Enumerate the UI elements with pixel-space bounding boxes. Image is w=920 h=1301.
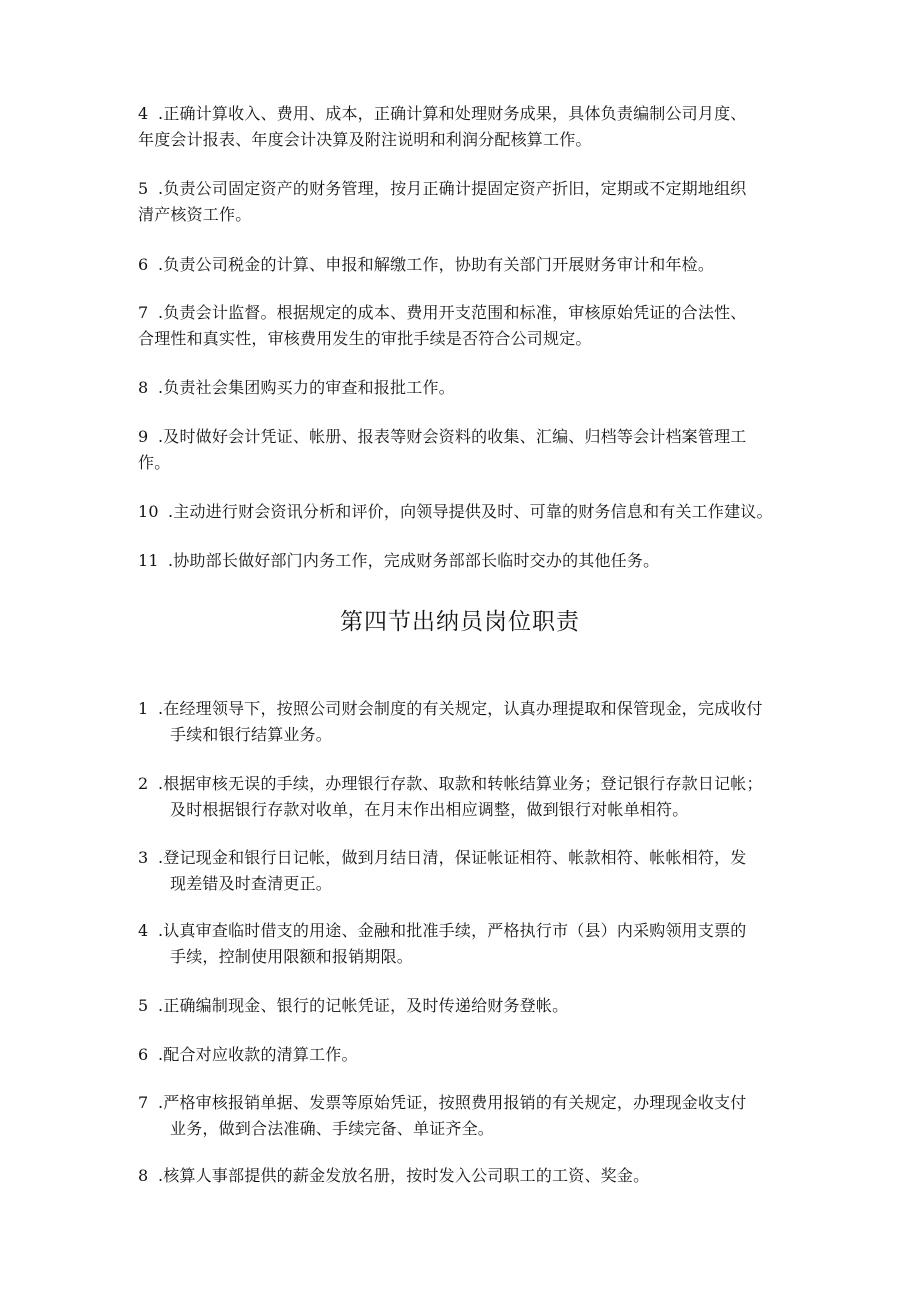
item-text-line2: 业务，做到合法准确、手续完备、单证齐全。 [170, 1119, 495, 1138]
item-number: 4 [138, 104, 149, 123]
item-text-line2: 年度会计报表、年度会计决算及附注说明和利润分配核算工作。 [138, 130, 592, 149]
item-number: 11 [138, 551, 159, 570]
item-text-line2: 作。 [138, 453, 171, 472]
item-text-line1: .认真审查临时借支的用途、金融和批准手续，严格执行市（县）内采购领用支票的 [158, 921, 747, 940]
item-number: 9 [138, 427, 149, 446]
list-item [138, 101, 798, 153]
item-text-line1: .协助部长做好部门内务工作，完成财务部部长临时交办的其他任务。 [168, 551, 660, 570]
list-item [138, 918, 798, 970]
list-item [138, 771, 798, 823]
item-text-line1: .负责公司税金的计算、申报和解缴工作，协助有关部门开展财务审计和年检。 [158, 255, 715, 274]
item-number: 2 [138, 774, 149, 793]
item-number: 5 [138, 179, 149, 198]
list-item [138, 424, 798, 476]
list-item [138, 300, 798, 352]
item-text-line1: .及时做好会计凭证、帐册、报表等财会资料的收集、汇编、归档等会计档案管理工 [158, 427, 747, 446]
item-text-line1: .主动进行财会资讯分析和评价，向领导提供及时、可靠的财务信息和有关工作建议。 [168, 502, 773, 521]
item-text-line1: .负责社会集团购买力的审查和报批工作。 [158, 378, 455, 397]
item-text-line2: 及时根据银行存款对收单，在月末作出相应调整，做到银行对帐单相符。 [170, 800, 689, 819]
list-item [138, 375, 798, 401]
item-number: 7 [138, 1093, 149, 1112]
item-number: 7 [138, 303, 149, 322]
list-item [138, 176, 798, 228]
list-item [138, 1163, 798, 1189]
list-item [138, 252, 798, 278]
item-number: 6 [138, 1045, 149, 1064]
item-number: 8 [138, 378, 149, 397]
item-text-line2: 手续和银行结算业务。 [170, 725, 333, 744]
item-text-line1: .配合对应收款的清算工作。 [158, 1045, 358, 1064]
list-item [138, 548, 798, 574]
item-number: 5 [138, 996, 149, 1015]
item-text-line1: .核算人事部提供的薪金发放名册，按时发入公司职工的工资、奖金。 [158, 1166, 650, 1185]
list-item [138, 1042, 798, 1068]
item-text-line1: .正确编制现金、银行的记帐凭证，及时传递给财务登帐。 [158, 996, 569, 1015]
item-text-line1: .负责公司固定资产的财务管理，按月正确计提固定资产折旧，定期或不定期地组织 [158, 179, 747, 198]
item-text-line2: 手续，控制使用限额和报销期限。 [170, 947, 414, 966]
item-text-line1: .登记现金和银行日记帐，做到月结日清，保证帐证相符、帐款相符、帐帐相符，发 [158, 848, 747, 867]
item-number: 8 [138, 1166, 149, 1185]
item-number: 1 [138, 699, 149, 718]
list-item [138, 993, 798, 1019]
item-text-line1: .在经理领导下，按照公司财会制度的有关规定，认真办理提取和保管现金，完成收付 [158, 699, 763, 718]
item-text-line2: 合理性和真实性，审核费用发生的审批手续是否符合公司规定。 [138, 329, 592, 348]
item-text-line2: 清产核资工作。 [138, 205, 252, 224]
item-number: 3 [138, 848, 149, 867]
item-text-line1: .严格审核报销单据、发票等原始凭证，按照费用报销的有关规定，办理现金收支付 [158, 1093, 747, 1112]
item-text-line1: .正确计算收入、费用、成本，正确计算和处理财务成果，具体负责编制公司月度、 [158, 104, 747, 123]
list-item [138, 845, 798, 897]
list-item [138, 1090, 798, 1142]
item-text-line2: 现差错及时查清更正。 [170, 874, 333, 893]
list-item [138, 696, 798, 748]
item-number: 6 [138, 255, 149, 274]
item-text-line1: .负责会计监督。根据规定的成本、费用开支范围和标准，审核原始凭证的合法性、 [158, 303, 747, 322]
item-number: 10 [138, 502, 159, 521]
item-text-line1: .根据审核无误的手续，办理银行存款、取款和转帐结算业务；登记银行存款日记帐； [158, 774, 763, 793]
list-item [138, 499, 798, 525]
section-heading: 第四节出纳员岗位职责 [340, 609, 580, 635]
item-number: 4 [138, 921, 149, 940]
